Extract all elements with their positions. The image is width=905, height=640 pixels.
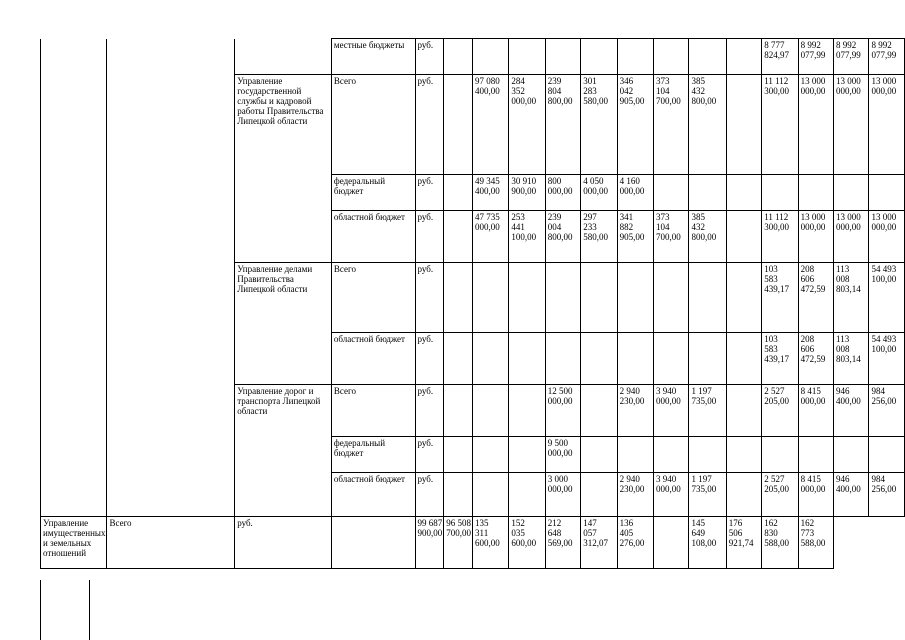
unit-cell: руб.	[415, 385, 444, 437]
value-cell	[617, 263, 653, 333]
value-cell	[689, 333, 726, 385]
org-name-cell	[235, 39, 332, 75]
value-cell: 341 882 905,00	[617, 211, 653, 263]
value-cell	[689, 175, 726, 211]
value-cell: 3 940 000,00	[654, 473, 689, 517]
value-cell	[509, 385, 545, 437]
value-cell: 54 493 100,00	[869, 333, 905, 385]
value-cell: 145 649 108,00	[689, 517, 726, 569]
funding-source-cell: федеральный бюджет	[331, 437, 415, 473]
funding-source-cell: областной бюджет	[331, 473, 415, 517]
value-cell: 3 940 000,00	[654, 385, 689, 437]
value-cell: 3 000 000,00	[545, 473, 580, 517]
value-cell: 1 197 735,00	[689, 385, 726, 437]
value-cell	[509, 263, 545, 333]
value-cell	[689, 437, 726, 473]
value-cell: 176 506 921,74	[726, 517, 761, 569]
value-cell: 13 000 000,00	[834, 211, 869, 263]
value-cell: 13 000 000,00	[798, 75, 833, 175]
value-cell: 8 415 000,00	[798, 473, 833, 517]
value-cell: 13 000 000,00	[869, 75, 905, 175]
value-cell	[581, 385, 617, 437]
value-cell	[798, 437, 833, 473]
value-cell	[726, 473, 761, 517]
blank-cell	[444, 175, 473, 211]
value-cell: 136 405 276,00	[617, 517, 653, 569]
value-cell	[654, 39, 689, 75]
unit-cell: руб.	[415, 75, 444, 175]
funding-source-cell: местные бюджеты	[331, 39, 415, 75]
blank-column-1	[41, 39, 107, 517]
value-cell	[726, 385, 761, 437]
value-cell: 152 035 600,00	[509, 517, 545, 569]
value-cell: 284 352 000,00	[509, 75, 545, 175]
unit-cell: руб.	[415, 263, 444, 333]
value-cell	[473, 263, 509, 333]
value-cell	[762, 437, 798, 473]
value-cell	[762, 175, 798, 211]
blank-cell	[444, 39, 473, 75]
value-cell: 8 992 077,99	[798, 39, 833, 75]
value-cell: 8 777 824,97	[762, 39, 798, 75]
value-cell: 162 773 588,00	[798, 517, 833, 569]
value-cell	[726, 75, 761, 175]
value-cell: 13 000 000,00	[798, 211, 833, 263]
value-cell: 30 910 900,00	[509, 175, 545, 211]
unit-cell: руб.	[415, 473, 444, 517]
value-cell: 2 940 230,00	[617, 385, 653, 437]
value-cell: 373 104 700,00	[654, 211, 689, 263]
value-cell: 2 527 205,00	[762, 385, 798, 437]
value-cell: 239 004 800,00	[545, 211, 580, 263]
unit-cell: руб.	[235, 517, 332, 569]
value-cell: 12 500 000,00	[545, 385, 580, 437]
value-cell: 2 940 230,00	[617, 473, 653, 517]
value-cell	[545, 39, 580, 75]
value-cell	[689, 263, 726, 333]
value-cell: 253 441 100,00	[509, 211, 545, 263]
value-cell	[509, 333, 545, 385]
value-cell	[473, 385, 509, 437]
value-cell	[654, 263, 689, 333]
value-cell: 346 042 905,00	[617, 75, 653, 175]
value-cell	[473, 39, 509, 75]
value-cell: 8 992 077,99	[834, 39, 869, 75]
value-cell: 135 311 600,00	[473, 517, 509, 569]
blank-cell	[444, 385, 473, 437]
value-cell: 800 000,00	[545, 175, 580, 211]
value-cell: 9 500 000,00	[545, 437, 580, 473]
org-name-cell: Управление делами Правительства Липецкой области	[235, 263, 332, 385]
value-cell: 54 493 100,00	[869, 263, 905, 333]
value-cell: 297 233 580,00	[581, 211, 617, 263]
value-cell	[617, 437, 653, 473]
blank-cell	[331, 517, 415, 569]
value-cell: 103 583 439,17	[762, 333, 798, 385]
value-cell	[654, 175, 689, 211]
value-cell	[726, 211, 761, 263]
value-cell: 13 000 000,00	[834, 75, 869, 175]
table-row	[41, 39, 905, 75]
value-cell	[617, 333, 653, 385]
value-cell: 4 160 000,00	[617, 175, 653, 211]
value-cell	[581, 473, 617, 517]
value-cell: 373 104 700,00	[654, 75, 689, 175]
left-border-line	[40, 580, 41, 640]
value-cell	[509, 39, 545, 75]
value-cell: 8 415 000,00	[798, 385, 833, 437]
funding-source-cell: Всего	[107, 517, 235, 569]
value-cell: 301 283 580,00	[581, 75, 617, 175]
value-cell: 1 197 735,00	[689, 473, 726, 517]
value-cell	[798, 175, 833, 211]
value-cell: 162 830 588,00	[762, 517, 798, 569]
value-cell	[689, 39, 726, 75]
value-cell: 113 008 803,14	[834, 333, 869, 385]
value-cell	[869, 175, 905, 211]
funding-source-cell: федеральный бюджет	[331, 175, 415, 211]
value-cell: 239 804 800,00	[545, 75, 580, 175]
blank-cell	[444, 75, 473, 175]
blank-cell	[444, 473, 473, 517]
blank-cell	[444, 211, 473, 263]
value-cell: 11 112 300,00	[762, 211, 798, 263]
value-cell	[834, 175, 869, 211]
blank-cell	[444, 263, 473, 333]
value-cell: 11 112 300,00	[762, 75, 798, 175]
unit-cell: руб.	[415, 175, 444, 211]
value-cell: 946 400,00	[834, 473, 869, 517]
value-cell	[726, 175, 761, 211]
value-cell	[654, 437, 689, 473]
value-cell	[834, 437, 869, 473]
value-cell	[509, 473, 545, 517]
value-cell	[473, 437, 509, 473]
funding-source-cell: областной бюджет	[331, 333, 415, 385]
value-cell	[617, 39, 653, 75]
org-name-cell: Управление дорог и транспорта Липецкой области	[235, 385, 332, 517]
value-cell: 385 432 800,00	[689, 211, 726, 263]
unit-cell: руб.	[415, 39, 444, 75]
funding-source-cell: Всего	[331, 75, 415, 175]
value-cell: 147 057 312,07	[581, 517, 617, 569]
funding-source-cell: областной бюджет	[331, 211, 415, 263]
value-cell: 96 508 700,00	[444, 517, 473, 569]
org-name-cell: Управление имущественных и земельных отношений	[41, 517, 107, 569]
value-cell: 208 606 472,59	[798, 333, 833, 385]
value-cell: 2 527 205,00	[762, 473, 798, 517]
value-cell: 208 606 472,59	[798, 263, 833, 333]
value-cell: 103 583 439,17	[762, 263, 798, 333]
value-cell	[726, 437, 761, 473]
value-cell: 984 256,00	[869, 473, 905, 517]
unit-cell: руб.	[415, 333, 444, 385]
value-cell: 49 345 400,00	[473, 175, 509, 211]
funding-source-cell: Всего	[331, 385, 415, 437]
value-cell	[869, 437, 905, 473]
org-name-cell: Управление государственной службы и кадровой работы Правительства Липецкой области	[235, 75, 332, 263]
value-cell	[581, 437, 617, 473]
value-cell	[509, 437, 545, 473]
value-cell	[726, 333, 761, 385]
table-row	[41, 517, 905, 569]
value-cell	[654, 517, 689, 569]
value-cell	[545, 333, 580, 385]
value-cell: 946 400,00	[834, 385, 869, 437]
value-cell	[726, 263, 761, 333]
value-cell	[473, 333, 509, 385]
unit-cell: руб.	[415, 437, 444, 473]
value-cell: 113 008 803,14	[834, 263, 869, 333]
value-cell: 385 432 800,00	[689, 75, 726, 175]
value-cell: 4 050 000,00	[581, 175, 617, 211]
value-cell: 212 648 569,00	[545, 517, 580, 569]
value-cell	[545, 263, 580, 333]
blank-column-2	[107, 39, 235, 517]
value-cell: 47 735 000,00	[473, 211, 509, 263]
value-cell	[581, 333, 617, 385]
second-border-line	[89, 580, 90, 640]
value-cell: 984 256,00	[869, 385, 905, 437]
value-cell	[654, 333, 689, 385]
funding-source-cell: Всего	[331, 263, 415, 333]
blank-cell	[444, 437, 473, 473]
value-cell: 97 080 400,00	[473, 75, 509, 175]
unit-cell: руб.	[415, 211, 444, 263]
value-cell: 99 687 900,00	[415, 517, 444, 569]
budget-table	[40, 38, 905, 569]
blank-cell	[444, 333, 473, 385]
value-cell	[581, 263, 617, 333]
value-cell: 8 992 077,99	[869, 39, 905, 75]
value-cell	[726, 39, 761, 75]
value-cell: 13 000 000,00	[869, 211, 905, 263]
value-cell	[581, 39, 617, 75]
value-cell	[473, 473, 509, 517]
